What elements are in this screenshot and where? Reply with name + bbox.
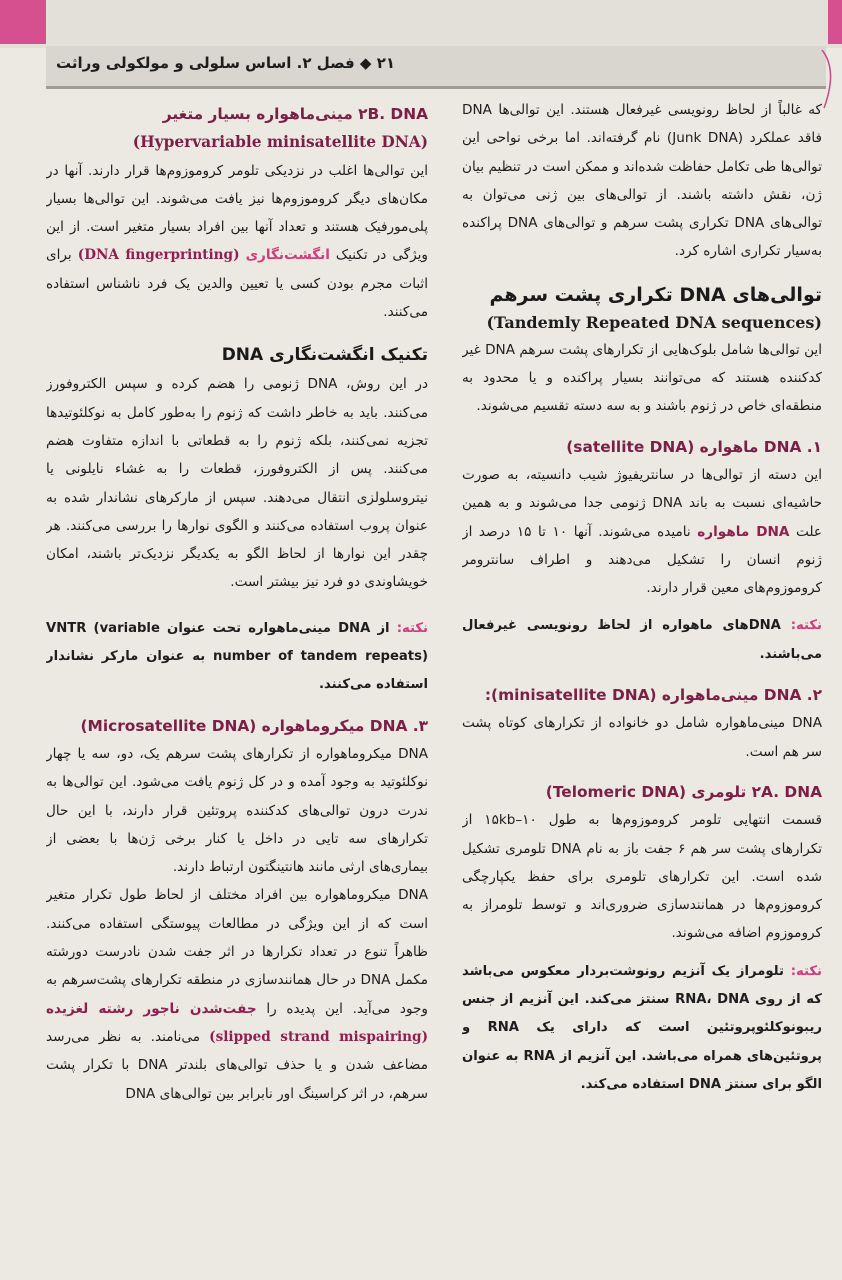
satellite-text-1: این دسته از توالی‌ها در سانتریفیوژ شیب دانسیته، به صورت حاشیه‌ای نسبت به باند DNA ژنومی جدا می‌شوند و به همین علت — [462, 466, 822, 540]
right-column — [462, 96, 822, 1246]
intro-paragraph: که غالباً از لحاظ رونویسی غیرفعال هستند. این توالی‌ها DNA فاقد عملکرد (Junk DNA) نام گرفته‌اند. اما برخی نواحی این توالی‌ها طی تکامل حفاظت شده‌اند و ممکن است در تنظیم بیان ژن، نقش داشته باشند. از توالی‌های بین ژنی می‌توان به توالی‌های DNA تکراری پشت سرهم و توالی‌های DNA پراکنده به‌سیار تکراری اشاره کرد. — [462, 102, 822, 260]
top-margin — [0, 0, 842, 48]
heading-hypervariable-en: (Hypervariable minisatellite DNA) — [132, 133, 428, 152]
microsatellite-paragraph-2 — [46, 881, 428, 1107]
heading-microsatellite: ۳. DNA میکروماهواره (Microsatellite DNA) — [80, 716, 428, 735]
satellite-term: DNA ماهواره — [697, 523, 790, 540]
note-text: از DNA مینی‌ماهواره تحت عنوان VNTR (variable number of tandem repeats) به عنوان مارکر نشاندار استفاده می‌کنند. — [46, 620, 428, 693]
chapter-title: فصل ۲. اساس سلولی و مولکولی وراثت — [56, 54, 355, 72]
note-vntr — [46, 615, 428, 700]
note-text: تلومراز یک آنزیم رونوشت‌بردار معکوس می‌باشد که از روی RNA، DNA سنتز می‌کند. این آنزیم از جنس ریبونوکلئوپروتئین است که دارای یک RNA و پروتئین‌های همراه می‌باشد. این آنزیم از RNA به عنوان الگو برای سنتز DNA استفاده می‌کند. — [462, 963, 822, 1092]
heading-minisatellite: ۲. DNA مینی‌ماهواره (minisatellite DNA): — [484, 686, 822, 705]
heading-fingerprinting: تکنیک انگشت‌نگاری DNA — [221, 345, 428, 366]
telomeric-paragraph: قسمت انتهایی تلومر کروموزوم‌ها به طول ۱۵kb–۱۰ از تکرارهای پشت سر هم ۶ جفت باز به نام DNA تلومری تشکیل شده است. این تکرارهای تلومری برای حفظ یکپارچگی کروموزوم‌ها در همانندسازی ضروری‌اند و توسط تلومراز به کروموزوم اضافه می‌شوند. — [462, 812, 822, 942]
note-label: نکته: — [790, 963, 822, 979]
chapter-tab-right — [828, 0, 842, 44]
minisatellite-paragraph: DNA مینی‌ماهواره شامل دو خانواده از تکرارهای کوتاه پشت سر هم است. — [462, 715, 822, 760]
slipped-strand-term-en: (slipped strand mispairing) — [209, 1028, 428, 1045]
hypervariable-text-2: برای اثبات مجرم بودن کسی یا تعیین والدین یک فرد ناشناس استفاده می‌کنند. — [46, 247, 428, 321]
note-text: DNAهای ماهواره از لحاظ رونویسی غیرفعال می‌باشند. — [462, 618, 822, 662]
note-satellite — [462, 612, 822, 669]
section-title-tandem-en: (Tandemly Repeated DNA sequences) — [486, 312, 822, 332]
microsatellite-paragraph-1: DNA میکروماهواره از تکرارهای پشت سرهم یک، دو، سه یا چهار نوکلئوتید به وجود آمده و در کل ژنوم یافت می‌شود. این توالی‌ها به ندرت درون توالی‌های کدکننده پروتئین قرار دارند، با این حال تکرارهای سه تایی در داخل یا کنار برخی ژن‌ها با بعضی از بیماری‌های ارثی مانند هانتینگتون ارتباط دارند. — [46, 745, 428, 876]
section-title-tandem: توالی‌های DNA تکراری پشت سرهم — [489, 283, 822, 306]
left-column — [46, 96, 428, 1246]
note-label: نکته: — [790, 618, 822, 634]
header-bullet-icon: ◆ — [354, 54, 372, 72]
heading-telomeric: ۲A. DNA تلومری (Telomeric DNA) — [545, 782, 822, 801]
microsatellite-text-3: می‌نامند. به نظر می‌رسد مضاعف شدن و یا حذف توالی‌های بلندتر DNA با تکرار پشت سرهم، در اثر کراسینگ اور نابرابر بین توالی‌های DNA — [46, 1028, 428, 1102]
satellite-text-2: نامیده می‌شوند. آنها ۱۰ تا ۱۵ درصد از ژنوم انسان را تشکیل می‌دهند و اطراف سانترومر کروموزوم‌های معین قرار دارند. — [462, 523, 822, 597]
note-telomerase — [462, 958, 822, 1099]
fingerprinting-term-en: (DNA fingerprinting) — [77, 247, 240, 264]
hypervariable-paragraph — [46, 157, 428, 327]
running-header-text — [56, 54, 396, 80]
chapter-tab-left — [0, 0, 46, 44]
satellite-paragraph — [462, 461, 822, 602]
heading-satellite: ۱. DNA ماهواره (satellite DNA) — [566, 437, 822, 456]
microsatellite-text-2: DNA میکروماهواره بین افراد مختلف از لحاظ طول تکرار متغیر است که از این ویژگی در مطالعات پیوستگی استفاده می‌کنند. ظاهراً تنوع در تعداد تکرارها در اثر جفت شدن نادرست دورشته مکمل DNA در حال همانندسازی در منطقه تکرارهای پشت‌سرهم به وجود می‌آید. این پدیده را — [46, 887, 428, 1017]
fingerprinting-term: انگشت‌نگاری — [245, 247, 330, 264]
heading-hypervariable: ۲B. DNA مینی‌ماهواره بسیار متغیر — [162, 105, 428, 123]
tandem-paragraph: این توالی‌ها شامل بلوک‌هایی از تکرارهای پشت سرهم DNA غیر کدکننده هستند که می‌توانند بسیار پراکنده و یا محدود به منطقه‌ای خاص در ژنوم باشند و به سه دسته تقسیم می‌شوند. — [462, 341, 822, 415]
fingerprinting-paragraph: در این روش، DNA ژنومی را هضم کرده و سپس الکتروفورز می‌کنند. باید به خاطر داشت که ژنوم را به‌طور کامل به نوکلئوتیدها تجزیه نمی‌کنند، بلکه ژنوم را به قطعاتی با اندازه متفاوت هضم می‌کنند. پس از الکتروفورز، قطعات را به غشاء نایلونی یا نیتروسلولزی انتقال می‌دهند. سپس از مارکرهای نشاندار شده به عنوان پروب استفاده می‌کنند و الگوی نوارها را بررسی می‌کنند. هر چقدر این نوارها از لحاظ الگو به یکدیگر نزدیک‌تر باشند، امکان خویشاوندی دو فرد نیز بیشتر است. — [46, 376, 428, 591]
slipped-strand-term: جفت‌شدن ناجور رشته لغزیده — [46, 1000, 257, 1017]
page-number: ۲۱ — [376, 54, 396, 72]
header-curve-decoration — [820, 50, 840, 110]
hypervariable-text-1: این توالی‌ها اغلب در نزدیکی تلومر کروموزوم‌ها قرار دارند. آنها در مکان‌های دیگر کروموزوم‌ها نیز یافت می‌شوند. این توالی‌ها بسیار پلی‌مورفیک هستند و تعداد آنها بین افراد بسیار متغیر است. از این ویژگی در تکنیک — [46, 162, 428, 264]
note-label: نکته: — [396, 620, 428, 636]
